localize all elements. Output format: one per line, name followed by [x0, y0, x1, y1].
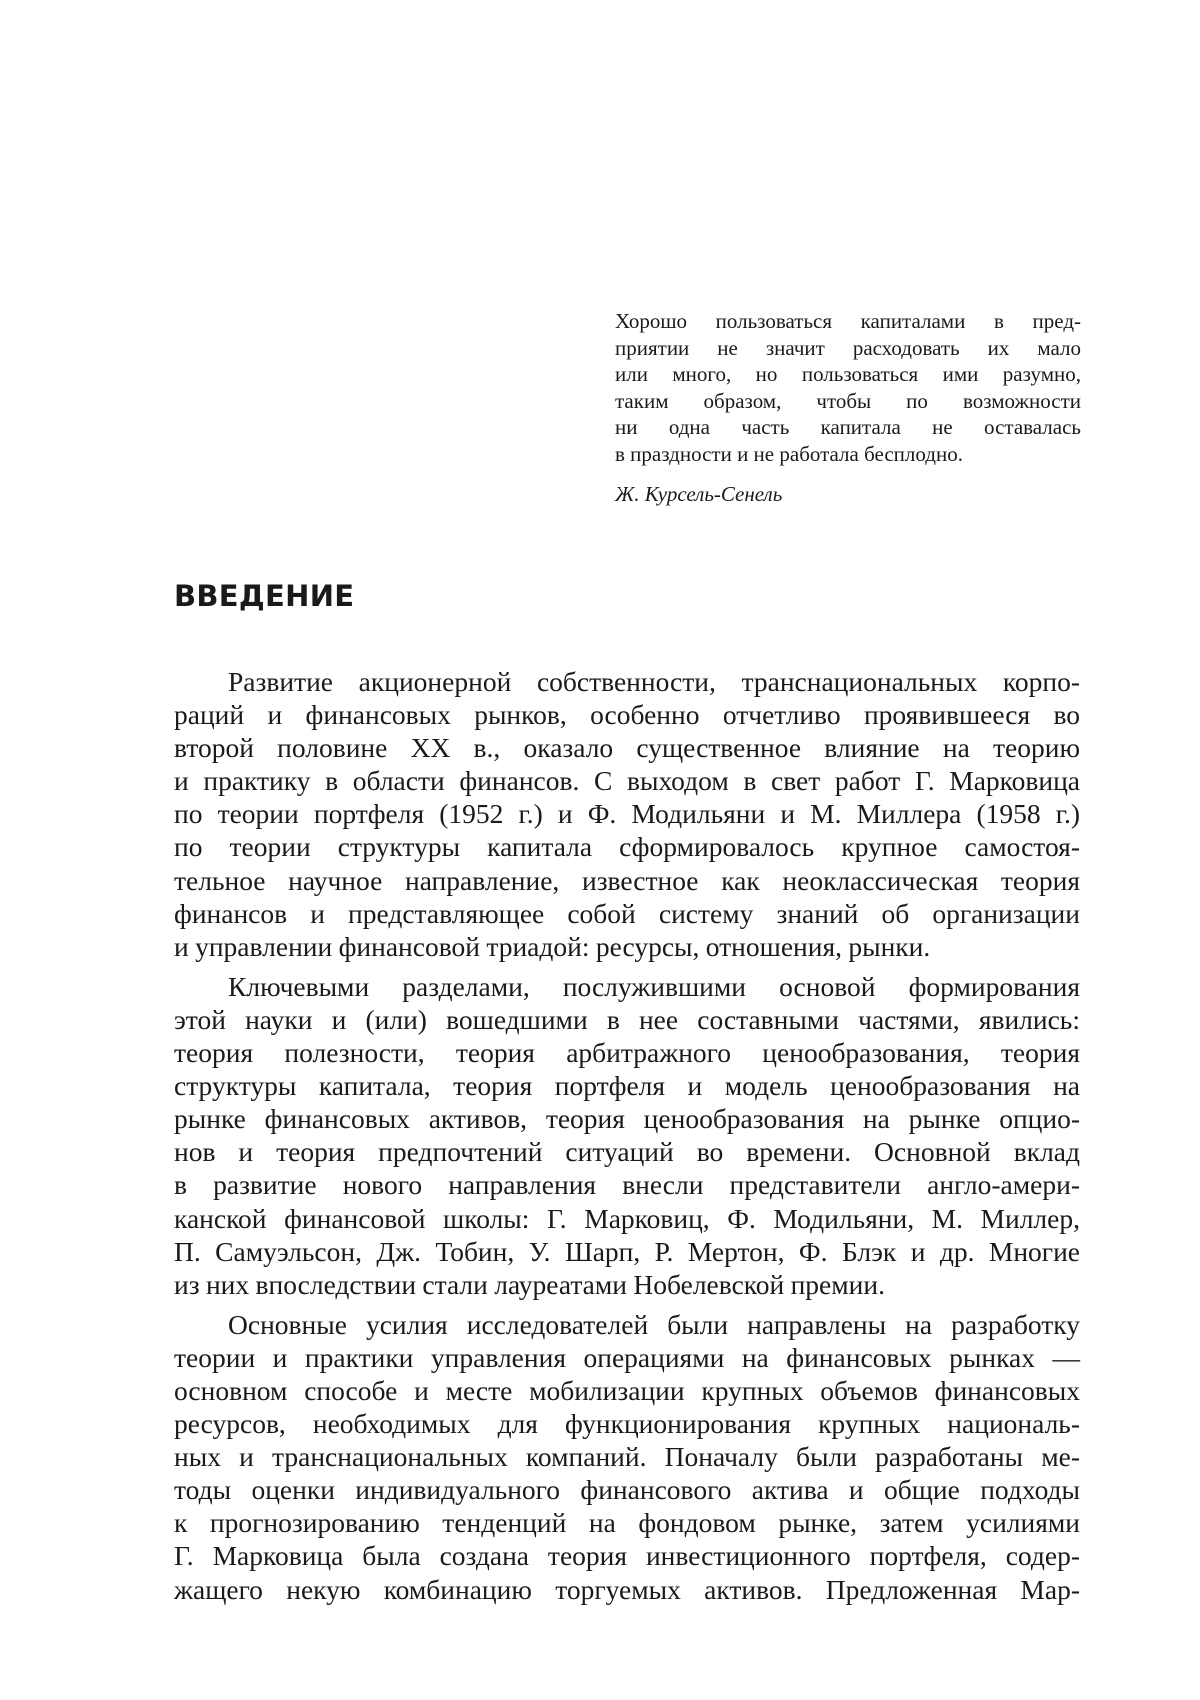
- paragraph-line: Развитие акционерной собственности, транснациональных корпо-: [228, 666, 1080, 697]
- epigraph-author: Ж. Курсель-Сенель: [615, 482, 783, 506]
- epigraph-line: приятии не значит расходовать их мало: [615, 335, 1081, 360]
- epigraph-quote: [615, 308, 1081, 467]
- paragraph-line: теория полезности, теория арбитражного ценообразования, теория: [174, 1037, 1080, 1069]
- paragraph-line: структуры капитала, теория портфеля и модель ценообразования на: [174, 1070, 1080, 1102]
- paragraph-line: по теории структуры капитала сформировалось крупное самостоя-: [174, 831, 1080, 863]
- paragraph-line: нов и теория предпочтений ситуаций во времени. Основной вклад: [174, 1136, 1080, 1168]
- paragraph-line: финансов и представляющее собой систему знаний об организации: [174, 897, 1080, 929]
- epigraph-line: или много, но пользоваться ими разумно,: [615, 362, 1081, 386]
- section-heading: ВВЕДЕНИЕ: [174, 579, 355, 613]
- epigraph-line: таким образом, чтобы по возможности: [615, 388, 1081, 413]
- paragraph-line: Ключевыми разделами, послужившими основой формирования: [228, 970, 1080, 1002]
- paragraph-line: теории и практики управления операциями на финансовых рынках —: [174, 1341, 1080, 1373]
- epigraph-line: ни одна часть капитала не оставалась: [615, 415, 1081, 439]
- paragraph-line: жащего некую комбинацию торгуемых активов. Предложенная Мар-: [174, 1573, 1080, 1605]
- paragraph-line: Основные усилия исследователей были направлены на разработку: [228, 1308, 1080, 1340]
- paragraph-line: канской финансовой школы: Г. Марковиц, Ф. Модильяни, М. Миллер,: [174, 1202, 1080, 1234]
- paragraph-3: [174, 1308, 1080, 1606]
- paragraph-line: и практику в области финансов. С выходом в свет работ Г. Марковица: [174, 765, 1080, 797]
- epigraph-line: Хорошо пользоваться капиталами в пред-: [615, 309, 1081, 333]
- paragraph-line: из них впоследствии стали лауреатами Нобелевской премии.: [174, 1268, 885, 1300]
- epigraph: [615, 308, 1081, 508]
- paragraph-line: этой науки и (или) вошедшими в нее составными частями, явились:: [174, 1003, 1080, 1035]
- paragraph-line: Г. Марковица была создана теория инвестиционного портфеля, содер-: [174, 1540, 1080, 1572]
- paragraph-line: основном способе и месте мобилизации крупных объемов финансовых: [174, 1374, 1080, 1406]
- paragraph-line: ресурсов, необходимых для функционирования крупных националь-: [174, 1408, 1080, 1440]
- paragraph-line: тоды оценки индивидуального финансового актива и общие подходы: [174, 1474, 1080, 1506]
- paragraph-line: ных и транснациональных компаний. Поначалу были разработаны ме-: [174, 1441, 1080, 1473]
- paragraph-line: раций и финансовых рынков, особенно отчетливо проявившееся во: [174, 699, 1080, 731]
- paragraph-line: в развитие нового направления внесли представители англо-амери-: [174, 1169, 1080, 1201]
- paragraph-line: и управлении финансовой триадой: ресурсы, отношения, рынки.: [174, 930, 931, 962]
- paragraph-line: по теории портфеля (1952 г.) и Ф. Модильяни и М. Миллера (1958 г.): [174, 798, 1080, 830]
- body-text: [174, 665, 1080, 1613]
- paragraph-line: к прогнозированию тенденций на фондовом рынке, затем усилиями: [174, 1507, 1080, 1539]
- paragraph-line: второй половине XX в., оказало существенное влияние на теорию: [174, 732, 1080, 764]
- epigraph-line: в праздности и не работала бесплодно.: [615, 441, 963, 466]
- paragraph-line: П. Самуэльсон, Дж. Тобин, У. Шарп, Р. Мертон, Ф. Блэк и др. Многие: [174, 1235, 1080, 1267]
- paragraph-line: тельное научное направление, известное как неоклассическая теория: [174, 864, 1080, 896]
- paragraph-1: [174, 665, 1080, 963]
- paragraph-2: [174, 970, 1080, 1301]
- paragraph-line: рынке финансовых активов, теория ценообразования на рынке опцио-: [174, 1103, 1080, 1135]
